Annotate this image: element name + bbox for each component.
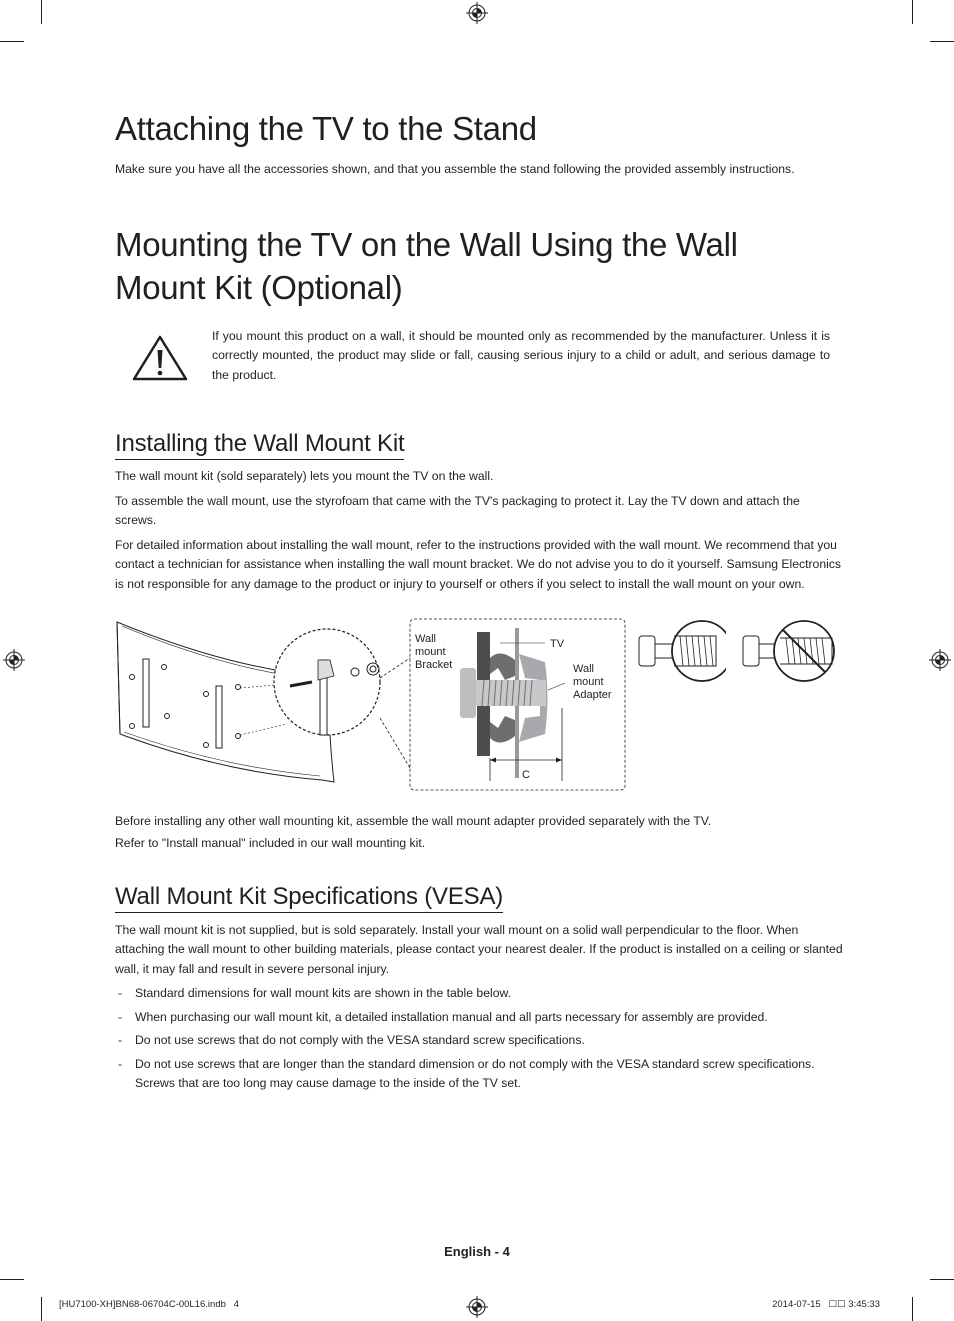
list-item [116,984,842,1004]
crop-mark [930,41,954,42]
registration-mark-icon [466,2,488,24]
label-wall-mount-bracket-3: Bracket [415,659,453,671]
label-wall-mount-adapter-2: mount [573,676,604,688]
page-number: English - 4 [444,1244,510,1259]
list-item-text: Standard dimensions for wall mount kits are shown in the table below. [135,986,511,1000]
section-heading-vesa: Wall Mount Kit Specifications (VESA) [115,883,503,913]
registration-mark-icon [3,649,25,671]
label-wall-mount-adapter-1: Wall [573,663,594,675]
vesa-intro: The wall mount kit is not supplied, but is sold separately. Install your wall mount on a solid wall perpendicular to the floor. When attaching the wall mount to other building materials, please contact your nearest dealer. If the product is installed on a ceiling or slanted wall, it may fall and result in severe personal injury. [115,923,843,976]
print-slug-datetime: 2014-07-15 ☐☐ 3:45:33 [772,1299,880,1310]
list-item [116,1055,842,1095]
section-heading-installing: Installing the Wall Mount Kit [115,430,404,460]
stand-instructions: Make sure you have all the accessories shown, and that you assemble the stand following the provided assembly instructions. [115,162,795,176]
page-title-wall-mount-line1: Mounting the TV on the Wall Using the Wall [115,226,738,263]
print-slug-file: [HU7100-XH]BN68-06704C-00L16.indb 4 [59,1299,240,1310]
crop-mark [0,41,24,42]
registration-mark-icon [929,649,951,671]
wall-mount-cross-section [340,618,630,792]
crop-mark [0,1279,24,1280]
list-dash: - [118,1010,123,1024]
list-dash: - [118,986,123,1000]
list-item [116,1031,842,1051]
warning-triangle-icon [131,334,189,382]
crop-mark [912,0,913,24]
screw-correct-icon [636,618,726,684]
list-item-text: When purchasing our wall mount kit, a detailed installation manual and all parts necessary for assembly are provided. [135,1010,768,1024]
screw-incorrect-icon [740,618,840,684]
list-item-text: Do not use screws that are longer than the standard dimension or do not comply with the VESA standard screw specifications. Screws that are too long may cause damage to the inside of the TV set. [135,1057,815,1091]
label-wall-mount-adapter-3: Adapter [573,689,612,701]
list-dash: - [118,1033,123,1047]
label-wall-mount-bracket-2: mount [415,646,446,658]
crop-mark [41,1297,42,1321]
label-dimension-c: C [522,769,530,781]
list-dash: - [118,1057,123,1071]
installing-paragraph-3: For detailed information about installing the wall mount, refer to the instructions provided with the wall mount. We recommend that you contact a technician for assistance when installing the wall mount bracket. We do not advise you to do it yourself. Samsung Electronics is not responsible for any damage to the product or injury to yourself or others if you select to install the wall mount on your own. [115,538,841,591]
registration-mark-icon [466,1296,488,1318]
label-wall-mount-bracket-1: Wall [415,633,436,645]
warning-text: If you mount this product on a wall, it should be mounted only as recommended by the manufacturer. Unless it is correctly mounted, the product may slide or fall, causing serious injury to a child or adult, and serious damage to the product. [212,329,830,382]
list-item-text: Do not use screws that do not comply with the VESA standard screw specifications. [135,1033,585,1047]
installing-paragraph-2: To assemble the wall mount, use the styrofoam that came with the TV's packaging to protect it. Lay the TV down and attach the screws. [115,494,800,528]
page-title-stand: Attaching the TV to the Stand [115,110,537,147]
crop-mark [41,0,42,24]
list-item [116,1008,842,1028]
label-tv: TV [550,638,565,650]
installing-paragraph-1: The wall mount kit (sold separately) lets you mount the TV on the wall. [115,469,494,483]
page-title-wall-mount-line2: Mount Kit (Optional) [115,269,403,306]
installing-paragraph-4: Before installing any other wall mounting kit, assemble the wall mount adapter provided separately with the TV. [115,814,712,828]
crop-mark [912,1297,913,1321]
crop-mark [930,1279,954,1280]
installing-paragraph-5: Refer to "Install manual" included in our wall mounting kit. [115,836,426,850]
